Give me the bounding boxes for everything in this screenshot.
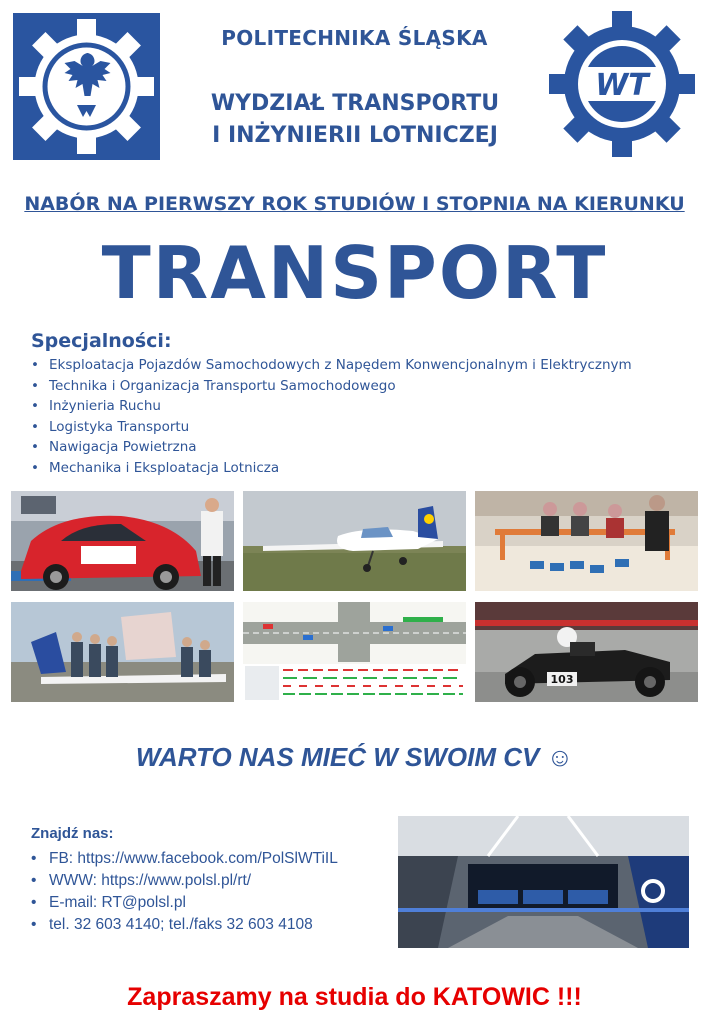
photo-logistics-lab [475, 491, 698, 591]
photo-aircraft-visit [11, 602, 234, 702]
contact-facebook[interactable]: • FB: https://www.facebook.com/PolSlWTiIL [31, 848, 338, 870]
faculty-name [175, 88, 535, 152]
specialization-item: • Inżynieria Ruchu [31, 396, 632, 417]
university-name: POLITECHNIKA ŚLĄSKA [221, 26, 488, 50]
specialization-item: • Technika i Organizacja Transportu Samochodowego [31, 376, 632, 397]
photo-conference-room [398, 816, 689, 948]
faculty-line-1: WYDZIAŁ TRANSPORTU [210, 91, 500, 116]
specialization-item: • Mechanika i Eksploatacja Lotnicza [31, 458, 632, 479]
invitation-text: Zapraszamy na studia do KATOWIC !!! [127, 983, 582, 1011]
specializations-heading: Specjalności: [31, 330, 172, 352]
contact-heading: Znajdź nas: [31, 825, 114, 842]
specialization-item: • Logistyka Transportu [31, 417, 632, 438]
specializations-list [31, 355, 632, 478]
specialization-item: • Eksploatacja Pojazdów Samochodowych z Napędem Konwencjonalnym i Elektrycznym [31, 355, 632, 376]
faculty-line-2: I INŻYNIERII LOTNICZEJ [212, 123, 498, 148]
photo-red-car [11, 491, 234, 591]
contact-list [31, 848, 338, 936]
specialization-item: • Nawigacja Powietrzna [31, 437, 632, 458]
contact-email[interactable]: • E-mail: RT@polsl.pl [31, 892, 338, 914]
contact-website[interactable]: • WWW: https://www.polsl.pl/rt/ [31, 870, 338, 892]
faculty-logo-text: WT [595, 68, 649, 103]
photo-formula-student-car [475, 602, 698, 702]
contact-phone: • tel. 32 603 4140; tel./faks 32 603 4108 [31, 914, 338, 936]
photo-light-aircraft [243, 491, 466, 591]
photo-traffic-simulation [243, 602, 466, 702]
race-car-number: 103 [550, 673, 574, 686]
major-title: TRANSPORT [101, 231, 608, 315]
slogan: WARTO NAS MIEĆ W SWOIM CV ☺ [135, 742, 574, 772]
recruitment-heading: NABÓR NA PIERWSZY ROK STUDIÓW I STOPNIA NA KIERUNKU [24, 193, 685, 215]
